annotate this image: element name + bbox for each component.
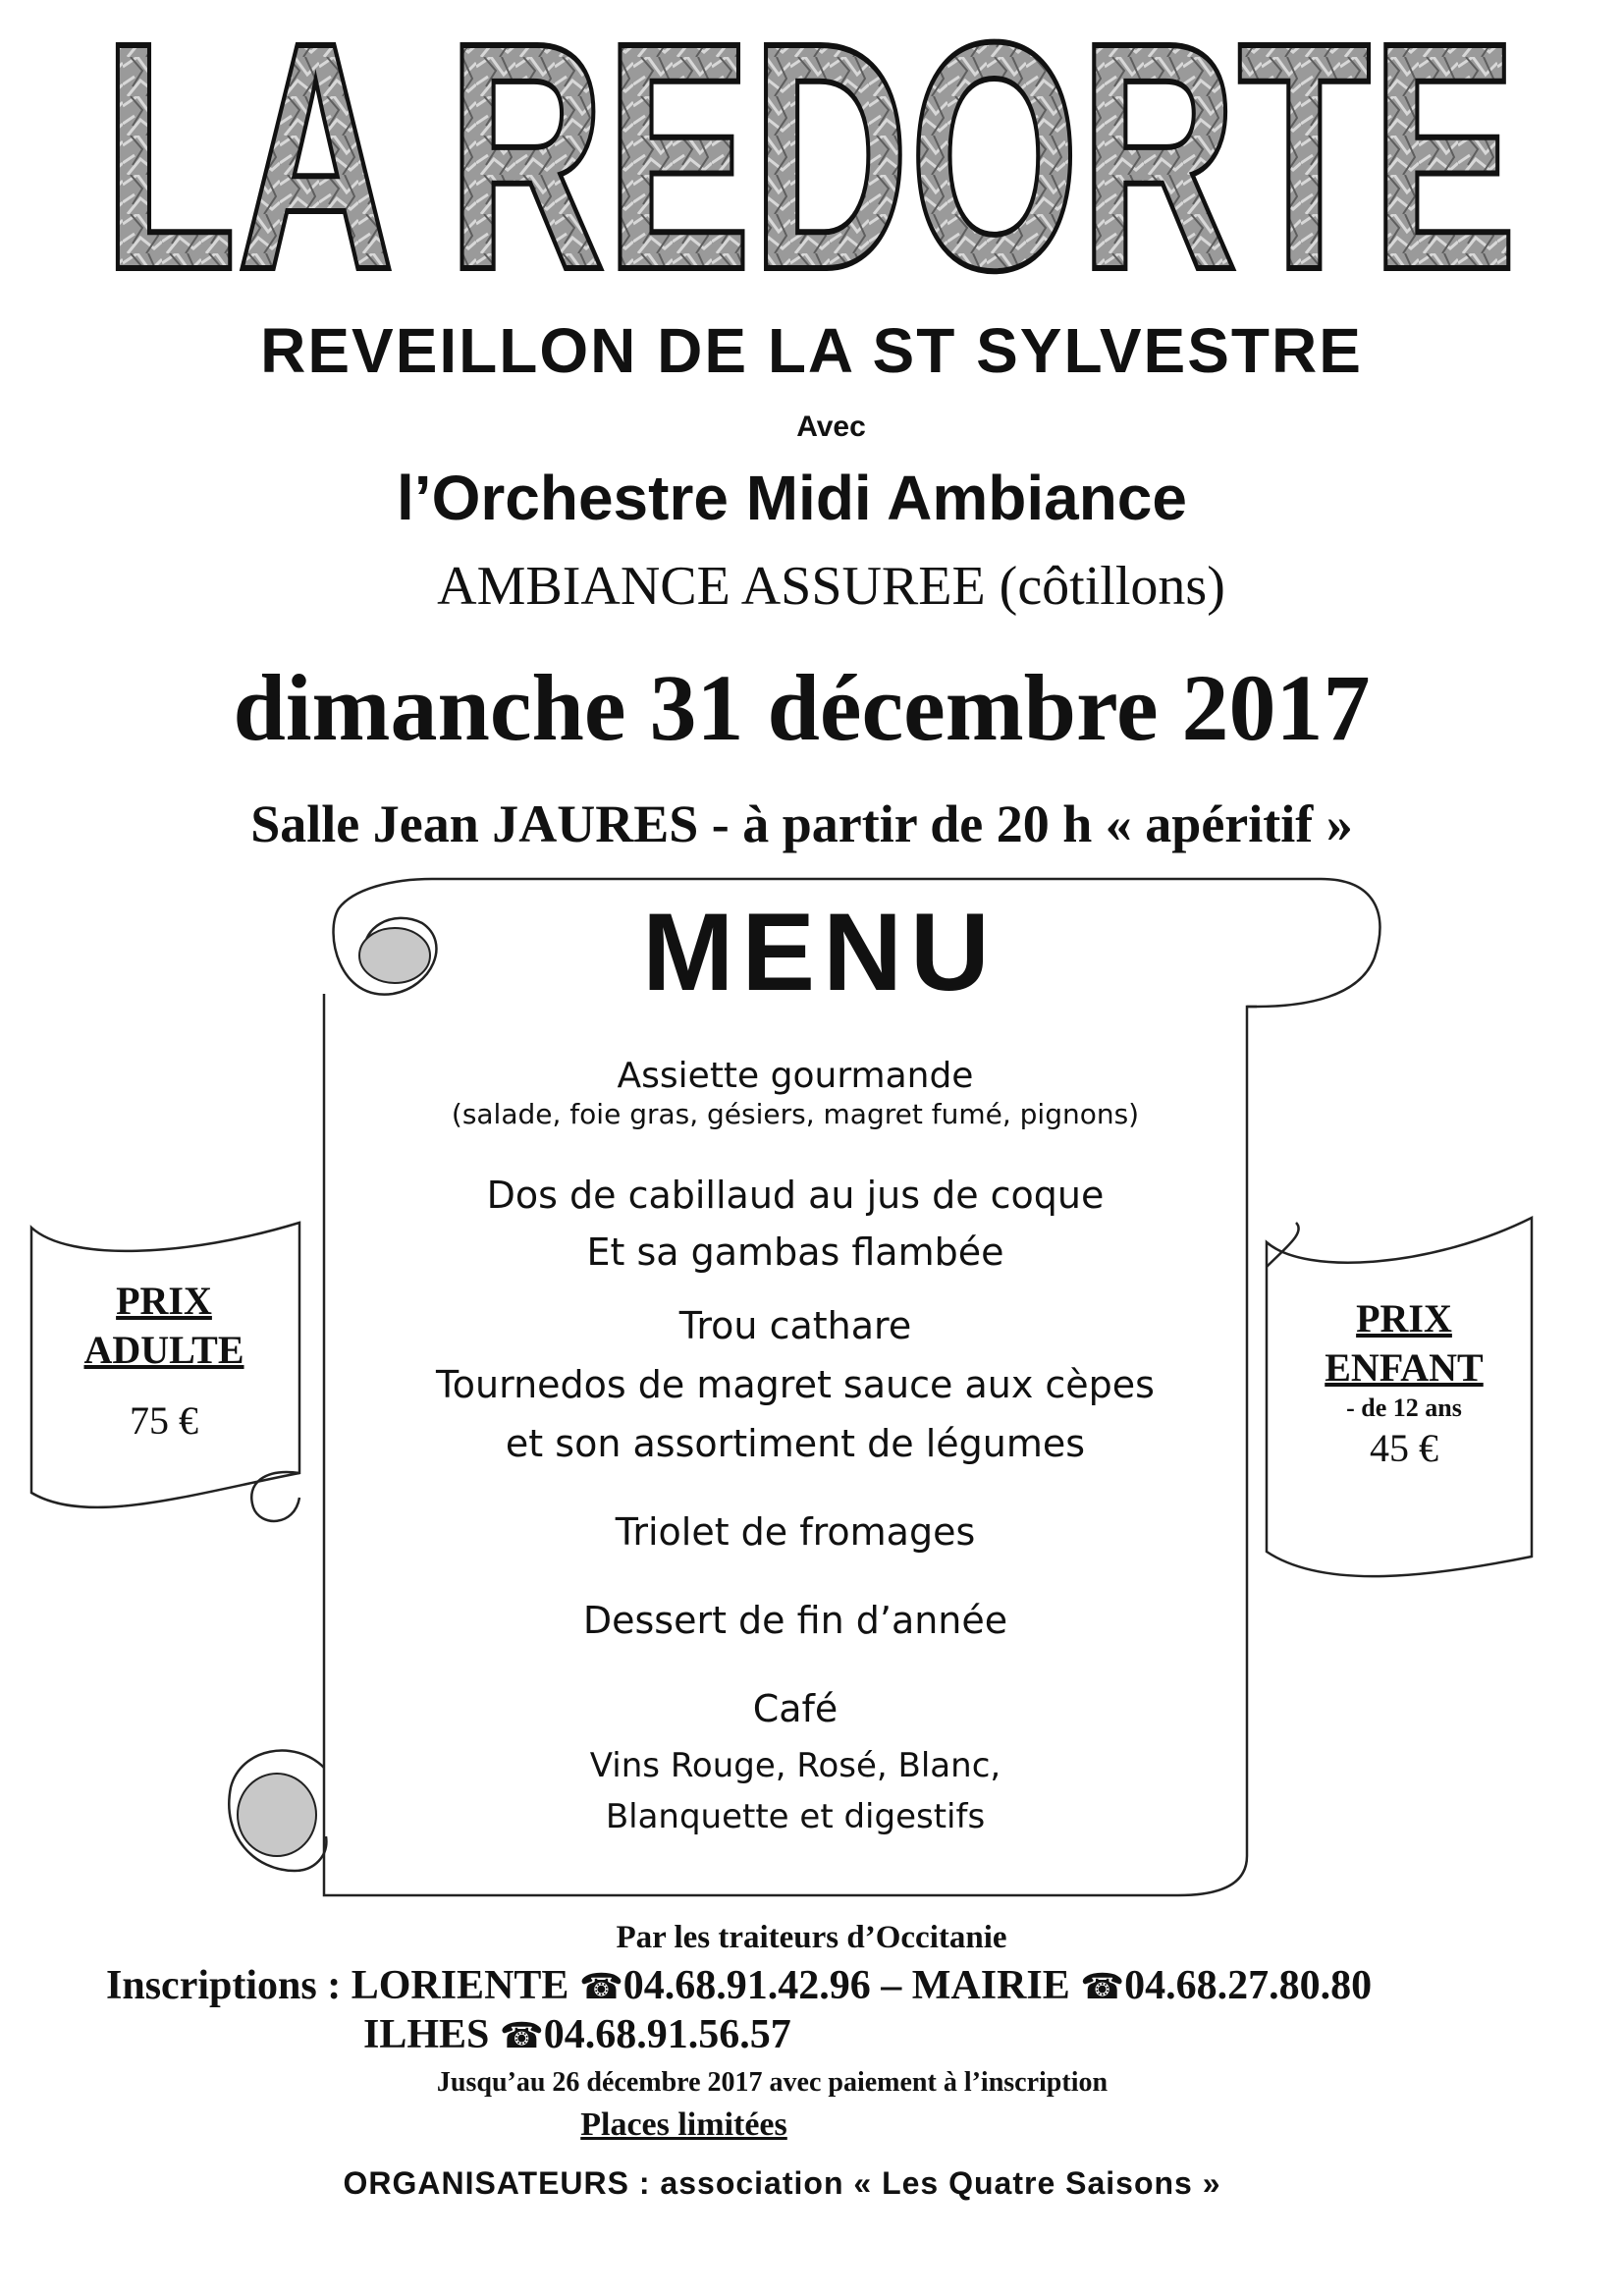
menu-item: Dos de cabillaud au jus de coque <box>486 1174 1105 1217</box>
menu-item: Tournedos de magret sauce aux cèpes <box>436 1363 1155 1406</box>
price-child-label-1: PRIX <box>1356 1296 1452 1340</box>
inscriptions-line <box>106 1962 1372 2009</box>
menu-item-detail: (salade, foie gras, gésiers, magret fumé, pignons) <box>451 1098 1140 1130</box>
menu-title: MENU <box>642 891 998 1013</box>
phone-icon: ☎ <box>578 1967 623 2007</box>
event-subtitle: REVEILLON DE LA ST SYLVESTRE <box>260 315 1363 386</box>
poster-title-text: LA REDORTE <box>103 18 1517 302</box>
phone-loriente: 04.68.91.42.96 <box>622 1963 871 2008</box>
mairie-label: – MAIRIE <box>870 1963 1081 2008</box>
ilhes-line <box>363 2011 791 2058</box>
price-child-note: - de 12 ans <box>1346 1394 1462 1422</box>
price-adult-amount: 75 € <box>130 1398 198 1443</box>
places-limited: Places limitées <box>580 2106 787 2143</box>
price-child-amount: 45 € <box>1370 1426 1438 1470</box>
price-adult-label-1: PRIX <box>116 1279 212 1323</box>
menu-item: Vins Rouge, Rosé, Blanc, <box>589 1746 1001 1785</box>
menu-item: Café <box>752 1687 839 1730</box>
deadline-line: Jusqu’au 26 décembre 2017 avec paiement à l’inscription <box>436 2067 1109 2098</box>
organisers-line: ORGANISATEURS : association « Les Quatre Saisons » <box>343 2165 1221 2201</box>
phone-icon: ☎ <box>499 2016 544 2056</box>
price-adult-label-2: ADULTE <box>83 1328 244 1372</box>
menu-item: et son assortiment de légumes <box>505 1422 1086 1465</box>
menu-item: Dessert de fin d’année <box>582 1599 1008 1642</box>
price-child-label-2: ENFANT <box>1325 1345 1484 1390</box>
menu-item: Blanquette et digestifs <box>605 1797 986 1836</box>
caterer-line: Par les traiteurs d’Occitanie <box>616 1920 1007 1955</box>
inscriptions-label: Inscriptions : LORIENTE <box>106 1963 579 2008</box>
price-adult <box>61 1277 267 1446</box>
menu-item: Et sa gambas flambée <box>586 1230 1004 1274</box>
menu-item: Assiette gourmande <box>617 1056 974 1096</box>
menu-item: Trou cathare <box>678 1304 912 1347</box>
ilhes-label: ILHES <box>363 2012 500 2057</box>
menu-item: Triolet de fromages <box>615 1510 976 1554</box>
event-venue: Salle Jean JAURES - à partir de 20 h « apéritif » <box>250 794 1353 853</box>
price-child <box>1301 1294 1507 1473</box>
orchestra-name: l’Orchestre Midi Ambiance <box>397 463 1187 533</box>
phone-mairie: 04.68.27.80.80 <box>1124 1963 1373 2008</box>
event-date: dimanche 31 décembre 2017 <box>233 655 1371 760</box>
ambiance-line: AMBIANCE ASSUREE (côtillons) <box>437 556 1225 617</box>
avec-label: Avec <box>796 410 866 443</box>
phone-icon: ☎ <box>1080 1967 1125 2007</box>
phone-ilhes: 04.68.91.56.57 <box>543 2012 791 2057</box>
